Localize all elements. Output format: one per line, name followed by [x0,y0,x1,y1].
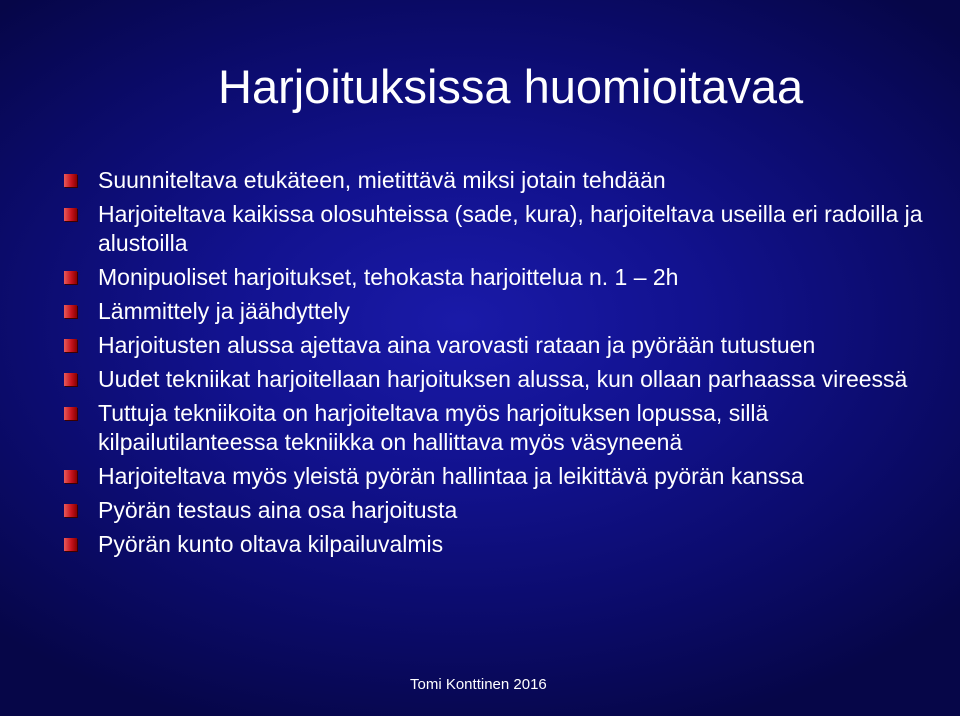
bullet-item [64,496,924,525]
bullet-item [64,331,924,360]
bullet-item [64,530,924,559]
red-square-bullet-icon [64,174,77,187]
bullet-text: Uudet tekniikat harjoitellaan harjoituksen alussa, kun ollaan parhaassa vireessä [98,366,908,392]
bullet-item [64,263,924,292]
red-square-bullet-icon [64,373,77,386]
bullet-text: Harjoiteltava kaikissa olosuhteissa (sade, kura), harjoiteltava useilla eri radoilla ja alustoilla [98,201,923,256]
red-square-bullet-icon [64,339,77,352]
bullet-text: Suunniteltava etukäteen, mietittävä miksi jotain tehdään [98,167,666,193]
bullet-text: Harjoitusten alussa ajettava aina varovasti rataan ja pyörään tutustuen [98,332,816,358]
bullet-item [64,200,924,258]
red-square-bullet-icon [64,305,77,318]
red-square-bullet-icon [64,504,77,517]
red-square-bullet-icon [64,208,77,221]
bullet-item [64,297,924,326]
bullet-text: Lämmittely ja jäähdyttely [98,298,350,324]
bullet-list [64,166,924,564]
red-square-bullet-icon [64,470,77,483]
bullet-item [64,399,924,457]
footer-author: Tomi Konttinen 2016 [410,676,547,693]
bullet-text: Tuttuja tekniikoita on harjoiteltava myös harjoituksen lopussa, sillä kilpailutilanteessa tekniikka on hallittava myös väsyneenä [98,400,769,455]
red-square-bullet-icon [64,407,77,420]
bullet-item [64,365,924,394]
bullet-text: Monipuoliset harjoitukset, tehokasta harjoittelua n. 1 – 2h [98,264,679,290]
bullet-text: Harjoiteltava myös yleistä pyörän hallintaa ja leikittävä pyörän kanssa [98,463,804,489]
slide-title: Harjoituksissa huomioitavaa [218,60,804,113]
bullet-text: Pyörän kunto oltava kilpailuvalmis [98,531,444,557]
red-square-bullet-icon [64,538,77,551]
bullet-item [64,166,924,195]
bullet-text: Pyörän testaus aina osa harjoitusta [98,497,458,523]
red-square-bullet-icon [64,271,77,284]
bullet-item [64,462,924,491]
